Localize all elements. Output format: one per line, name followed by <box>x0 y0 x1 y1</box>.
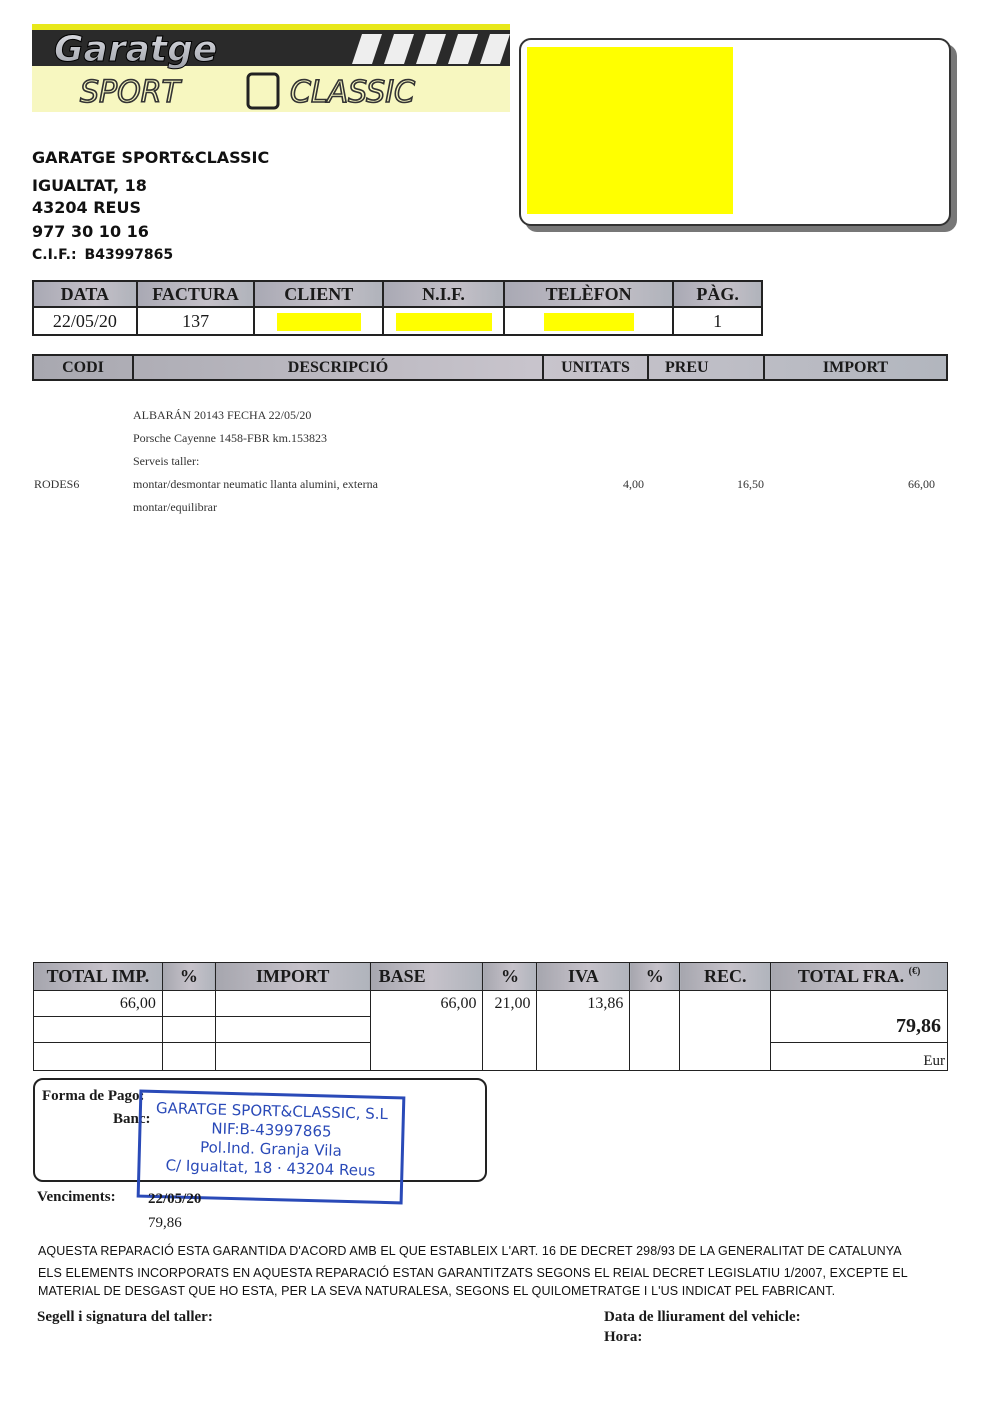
page-number: 1 <box>673 307 762 335</box>
company-street: IGUALTAT, 18 <box>32 176 147 195</box>
currency-sign: (€) <box>908 966 921 977</box>
col-base: BASE <box>370 963 483 991</box>
cif-label: C.I.F.: <box>32 247 77 263</box>
legal-text-2: ELS ELEMENTS INCORPORATS EN AQUESTA REPARACIÓ ESTAN GARANTITZATS SEGONS EL REIAL DECRET LEGISLATIU 1/2007, EXCEPTE EL <box>38 1266 908 1280</box>
total-fra-label: TOTAL FRA. <box>797 966 905 986</box>
redacted-phone <box>544 313 634 331</box>
cif-value: B43997865 <box>84 247 174 263</box>
due-label: Venciments: <box>37 1189 116 1205</box>
company-stamp <box>137 1090 406 1205</box>
redacted-client <box>277 313 361 331</box>
company-cif <box>32 247 173 263</box>
vehicle-line: Porsche Cayenne 1458-FBR km.153823 <box>133 431 327 445</box>
col-client: CLIENT <box>254 281 383 307</box>
col-rec: REC. <box>680 963 771 991</box>
albaran-line: ALBARÁN 20143 FECHA 22/05/20 <box>133 408 312 422</box>
col-pct-3: % <box>630 963 680 991</box>
logo-graphic <box>32 30 510 112</box>
total-invoice-value: 79,86 <box>771 991 948 1043</box>
stamp-line-4: C/ Igualtat, 18 · 43204 Reus <box>165 1156 376 1180</box>
col-units: UNITATS <box>544 356 649 379</box>
item-code: RODES6 <box>34 477 80 491</box>
item-amount: 66,00 <box>908 477 935 491</box>
iva-value: 13,86 <box>537 991 630 1071</box>
hour-label: Hora: <box>604 1329 643 1345</box>
totals-table <box>33 962 948 1071</box>
col-total-imp: TOTAL IMP. <box>34 963 163 991</box>
base-value: 66,00 <box>370 991 483 1071</box>
col-total-fra <box>771 963 948 991</box>
due-date: 22/05/20 <box>148 1191 202 1207</box>
col-description: DESCRIPCIÓ <box>134 356 544 379</box>
invoice-header-table <box>32 280 763 336</box>
col-import: IMPORT <box>215 963 370 991</box>
col-invoice: FACTURA <box>137 281 255 307</box>
currency-label: Eur <box>771 1043 948 1071</box>
logo-line1: Garatge <box>54 30 218 70</box>
logo-line3: CLASSIC <box>290 75 415 110</box>
client-cell <box>254 307 383 335</box>
company-city: 43204 REUS <box>32 198 141 217</box>
delivery-date-label: Data de lliurament del vehicle: <box>604 1309 801 1325</box>
phone-cell <box>504 307 673 335</box>
col-code: CODI <box>34 356 134 379</box>
item-description: montar/desmontar neumatic llanta alumini, externa <box>133 477 378 491</box>
invoice-date: 22/05/20 <box>33 307 137 335</box>
logo-line2: SPORT <box>80 75 180 110</box>
stamp-line-3: Pol.Ind. Granja Vila <box>199 1138 343 1160</box>
col-date: DATA <box>33 281 137 307</box>
item-price: 16,50 <box>737 477 764 491</box>
bank-label: Banc: <box>113 1111 151 1127</box>
total-imp-value: 66,00 <box>34 991 163 1017</box>
company-phone: 977 30 10 16 <box>32 222 149 241</box>
nif-cell <box>383 307 504 335</box>
redacted-client-address <box>527 47 733 214</box>
stamp-line-2: NIF:B-43997865 <box>211 1119 332 1141</box>
items-header-bar <box>32 354 948 381</box>
col-pct-1: % <box>162 963 215 991</box>
iva-pct-value: 21,00 <box>483 991 537 1071</box>
seal-label: Segell i signatura del taller: <box>37 1309 213 1325</box>
payment-method-label: Forma de Pago: <box>42 1088 145 1104</box>
legal-text-3: MATERIAL DE DESGAST QUE HO ESTA, PER LA SEVA NATURALESA, SEGONS EL QUILOMETRATGE I L'US INDICAT PEL FABRICANT. <box>38 1284 836 1298</box>
col-phone: TELÈFON <box>504 281 673 307</box>
col-page: PÀG. <box>673 281 762 307</box>
due-amount: 79,86 <box>148 1215 182 1231</box>
col-price: PREU <box>649 356 765 379</box>
col-amount: IMPORT <box>822 358 889 376</box>
invoice-number: 137 <box>137 307 255 335</box>
item-units: 4,00 <box>623 477 644 491</box>
col-iva: IVA <box>537 963 630 991</box>
service-line: Serveis taller: <box>133 454 200 468</box>
redacted-nif <box>396 313 492 331</box>
col-nif: N.I.F. <box>383 281 504 307</box>
col-pct-2: % <box>483 963 537 991</box>
legal-text-1: AQUESTA REPARACIÓ ESTA GARANTIDA D'ACORD AMB EL QUE ESTABLEIX L'ART. 16 DE DECRET 298/93 DE LA GENERALITAT DE CATALUNYA <box>38 1244 902 1258</box>
company-logo <box>32 24 510 112</box>
company-name: GARATGE SPORT&CLASSIC <box>32 148 270 167</box>
stamp-line-1: GARATGE SPORT&CLASSIC, S.L <box>155 1098 389 1124</box>
item-description-2: montar/equilibrar <box>133 500 217 514</box>
